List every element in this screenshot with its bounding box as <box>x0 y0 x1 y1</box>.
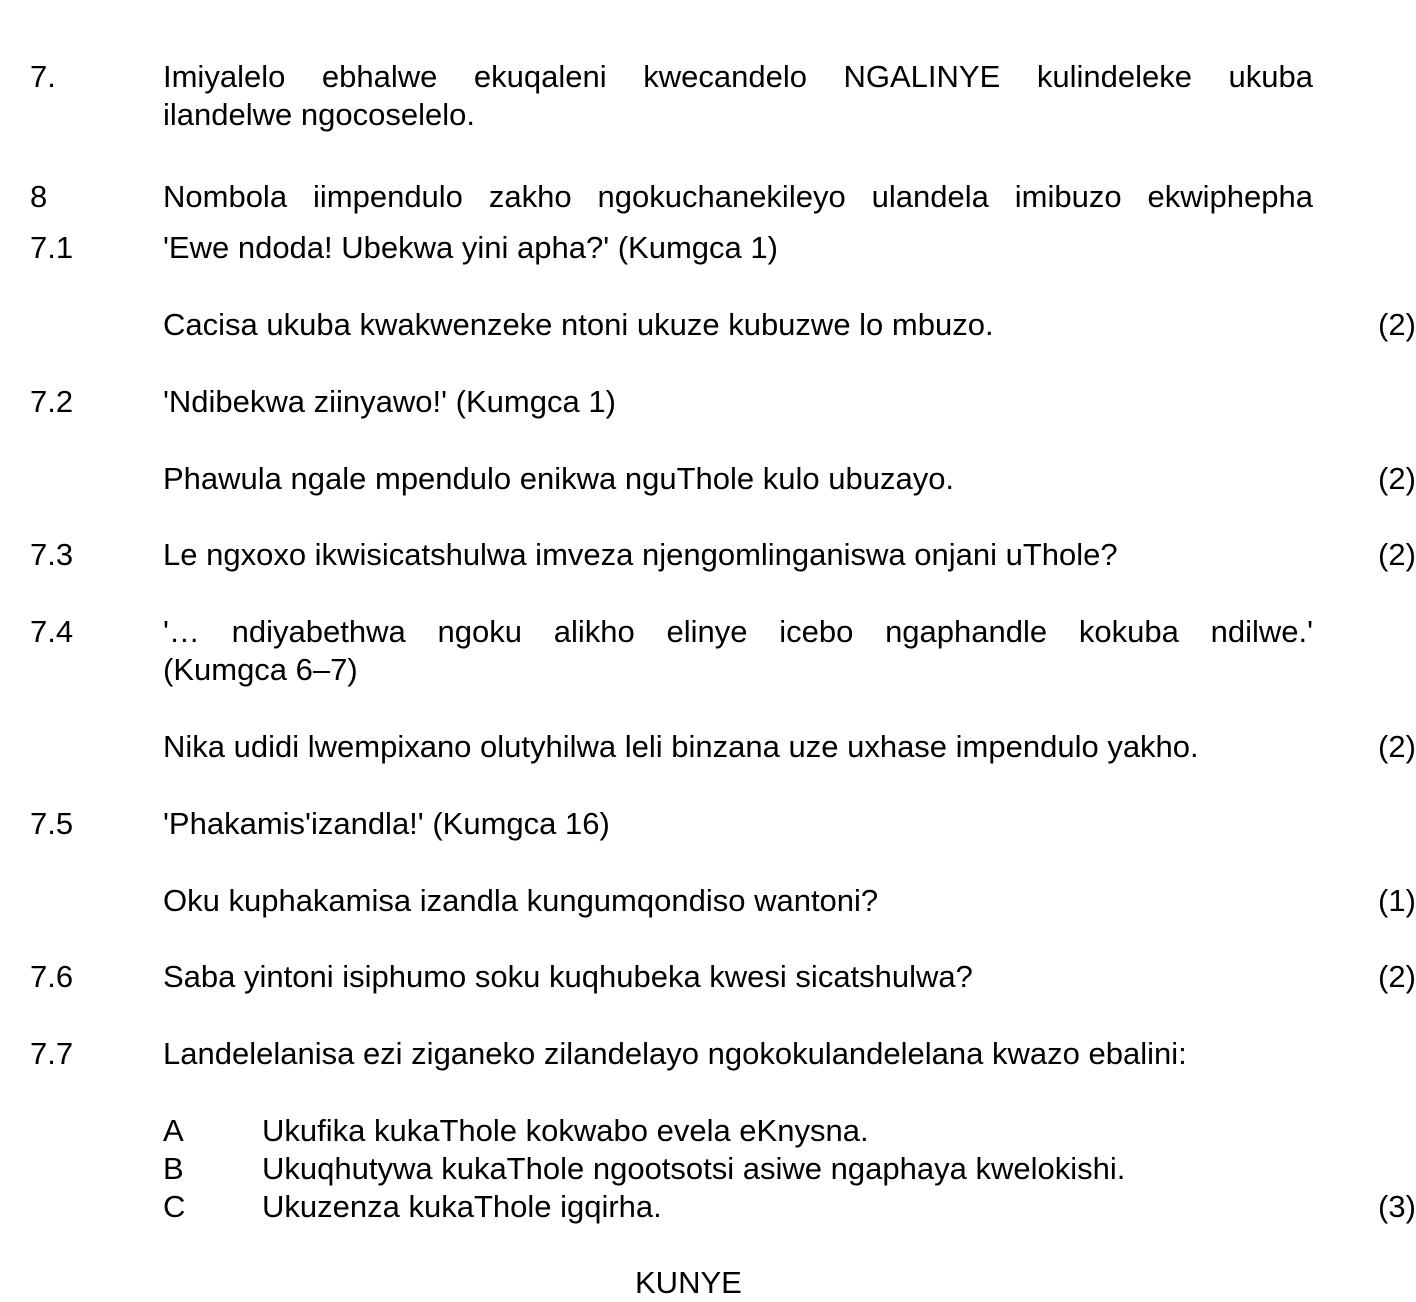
option-a-text: Ukufika kukaThole kokwabo evela eKnysna. <box>262 1113 869 1148</box>
instruction-8-number: 8 <box>30 179 48 214</box>
instruction-7-line2: ilandelwe ngocoselelo. <box>163 97 475 132</box>
question-7-5-quote: 'Phakamis'izandla!' (Kumgca 16) <box>163 806 610 841</box>
question-7-7-marks: (3) <box>1378 1189 1416 1224</box>
question-7-3-number: 7.3 <box>30 537 74 572</box>
question-7-4-quote-line2: (Kumgca 6–7) <box>163 652 358 687</box>
option-c-letter: C <box>163 1189 186 1224</box>
question-7-4-prompt: Nika udidi lwempixano olutyhilwa leli binzana uze uxhase impendulo yakho. <box>163 729 1199 764</box>
question-7-5-prompt: Oku kuphakamisa izandla kungumqondiso wantoni? <box>163 883 879 918</box>
question-7-1-marks: (2) <box>1378 307 1416 342</box>
instruction-8-clipped <box>0 170 1414 214</box>
question-7-1-prompt: Cacisa ukuba kwakwenzeke ntoni ukuze kubuzwe lo mbuzo. <box>163 307 994 342</box>
question-7-2-prompt: Phawula ngale mpendulo enikwa nguThole kulo ubuzayo. <box>163 461 955 496</box>
question-7-6-prompt: Saba yintoni isiphumo soku kuqhubeka kwesi sicatshulwa? <box>163 959 973 994</box>
option-b-letter: B <box>163 1151 184 1186</box>
question-7-7-prompt: Landelelanisa ezi ziganeko zilandelayo ngokokulandelelana kwazo ebalini: <box>163 1036 1187 1071</box>
option-a-letter: A <box>163 1113 184 1148</box>
question-7-2-quote: 'Ndibekwa ziinyawo!' (Kumgca 1) <box>163 384 616 419</box>
question-7-2-marks: (2) <box>1378 461 1416 496</box>
question-7-3-marks: (2) <box>1378 537 1416 572</box>
instruction-8-text: Nombola iimpendulo zakho ngokuchanekileyo ulandela imibuzo ekwiphepha <box>163 179 1313 214</box>
question-7-1-number: 7.1 <box>30 230 74 265</box>
question-7-5-number: 7.5 <box>30 806 74 841</box>
question-7-3-prompt: Le ngxoxo ikwisicatshulwa imveza njengomlinganiswa onjani uThole? <box>163 537 1118 572</box>
instruction-7-number: 7. <box>30 59 56 94</box>
question-7-6-marks: (2) <box>1378 959 1416 994</box>
option-c-text: Ukuzenza kukaThole igqirha. <box>262 1189 662 1224</box>
question-7-6-number: 7.6 <box>30 959 74 994</box>
question-7-4-quote-line1: '… ndiyabethwa ngoku alikho elinye icebo ngaphandle kokuba ndilwe.' <box>163 614 1313 649</box>
question-7-4-marks: (2) <box>1378 729 1416 764</box>
question-7-2-number: 7.2 <box>30 384 74 419</box>
footer-text: KUNYE <box>635 1265 742 1300</box>
question-7-5-marks: (1) <box>1378 883 1416 918</box>
question-7-1-quote: 'Ewe ndoda! Ubekwa yini apha?' (Kumgca 1) <box>163 230 778 265</box>
question-7-4-number: 7.4 <box>30 614 74 649</box>
instruction-7-line1: Imiyalelo ebhalwe ekuqaleni kwecandelo NGALINYE kulindeleke ukuba <box>163 59 1313 94</box>
question-7-7-number: 7.7 <box>30 1036 74 1071</box>
option-b-text: Ukuqhutywa kukaThole ngootsotsi asiwe ngaphaya kwelokishi. <box>262 1151 1126 1186</box>
footer-clipped <box>0 1262 1414 1300</box>
